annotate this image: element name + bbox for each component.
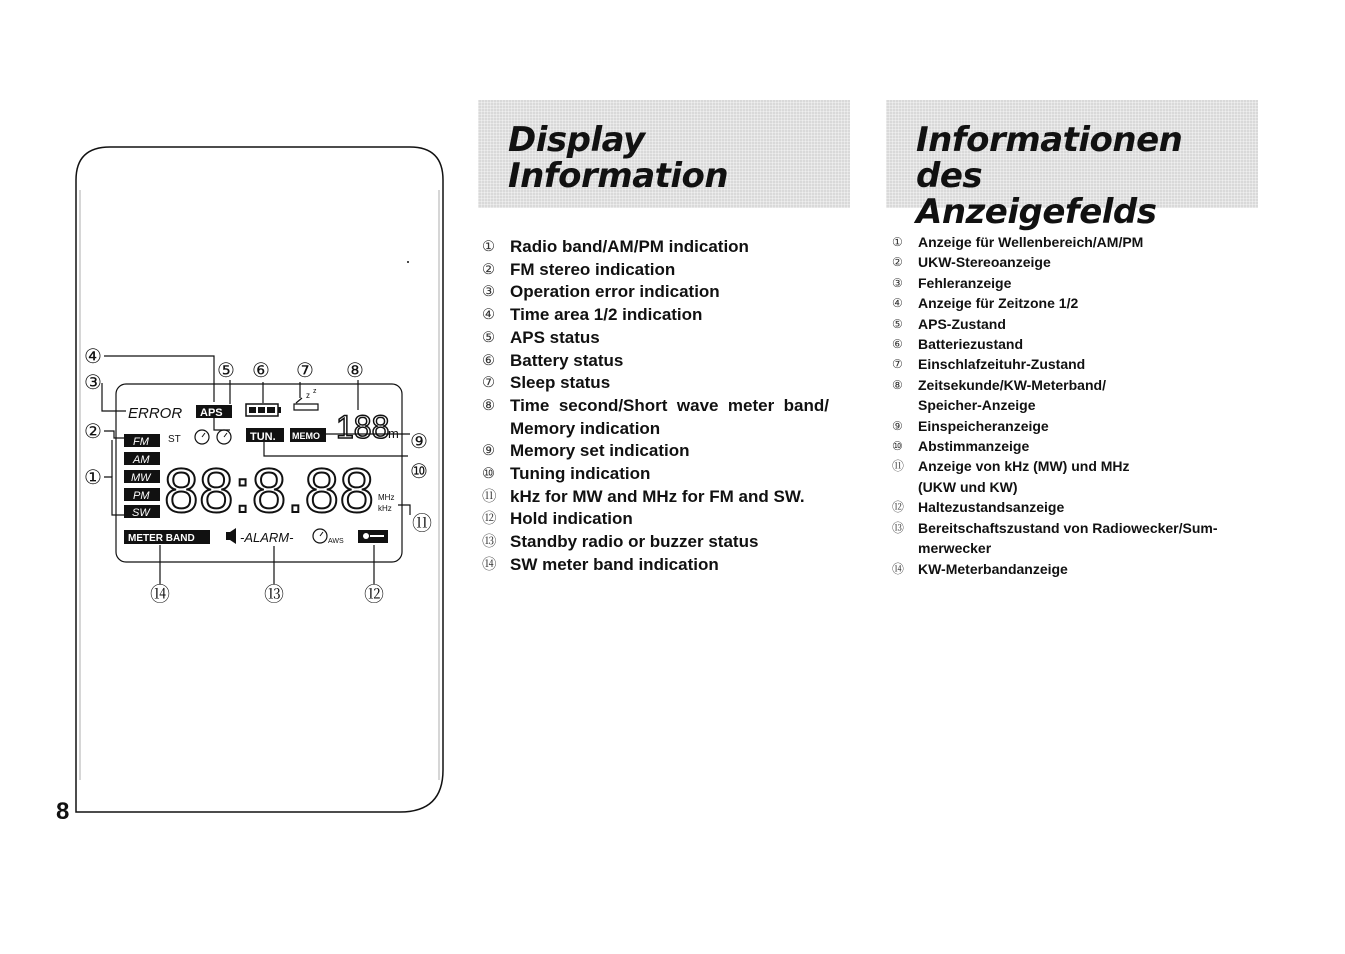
pm-indicator: PM [133, 490, 150, 502]
time-zone-1-icon [195, 430, 209, 444]
list-item [890, 518, 1270, 559]
item-number: ⑨ [892, 418, 903, 433]
item-text: UKW-Stereoanzeige [918, 254, 1051, 271]
item-number: ⑩ [482, 466, 495, 483]
svg-text:z: z [306, 391, 310, 400]
item-number: ⑪ [482, 488, 497, 505]
item-number: ⑫ [892, 500, 904, 515]
item-number: ④ [482, 307, 495, 324]
german-title [916, 122, 1258, 230]
memory-digits: 188 [336, 409, 390, 445]
german-title-band [886, 100, 1258, 232]
item-number: ⑨ [482, 443, 495, 460]
list-item [890, 456, 1270, 497]
list-item [890, 273, 1270, 293]
item-text: Tuning indication [510, 464, 651, 484]
khz-label: kHz [378, 504, 392, 513]
item-number: ① [892, 235, 903, 249]
list-item [480, 259, 860, 282]
item-number: ⑬ [482, 534, 497, 551]
german-title-line2: Anzeigefelds [916, 192, 1157, 232]
item-text: SW meter band indication [510, 554, 719, 574]
callout-11: ⑪ [412, 513, 432, 535]
list-item [480, 304, 860, 327]
error-indicator: ERROR [128, 405, 183, 422]
fm-indicator: FM [133, 436, 149, 448]
callout-7: ⑦ [296, 360, 314, 382]
sleep-icon [294, 388, 318, 410]
item-text: Fehleranzeige [918, 274, 1012, 291]
callout-4: ④ [84, 346, 102, 368]
item-text: Bereitschaftszustand von Radiowecker/Sum- merwecker [918, 519, 1218, 557]
list-item [890, 293, 1270, 313]
list-item [890, 334, 1270, 354]
english-title-line1: Display [508, 120, 645, 160]
item-text: FM stereo indication [510, 259, 676, 279]
list-item [480, 327, 860, 350]
list-item [480, 281, 860, 304]
aws-label: AWS [328, 538, 344, 545]
list-item [890, 416, 1270, 436]
callout-12: ⑫ [364, 584, 384, 606]
english-title-line2: Information [508, 156, 729, 196]
callout-13: ⑬ [264, 584, 284, 606]
item-text: Einspeicheranzeige [918, 417, 1049, 434]
item-text: Time second/Short wave meter band/ Memory indication [510, 395, 829, 438]
list-item [480, 350, 860, 373]
item-text: Memory set indication [510, 441, 690, 461]
item-text: Operation error indication [510, 282, 720, 302]
item-number: ⑩ [892, 439, 903, 454]
list-item [480, 531, 860, 554]
item-number: ⑥ [892, 337, 903, 352]
meter-band-indicator: METER BAND [128, 533, 195, 544]
list-item [890, 375, 1270, 416]
list-item [890, 232, 1270, 252]
list-item [480, 395, 860, 440]
tuning-indicator: TUN. [250, 431, 276, 443]
list-item [890, 354, 1270, 374]
item-text: Anzeige für Zeitzone 1/2 [918, 295, 1079, 312]
list-item [890, 252, 1270, 272]
item-text: Einschlafzeituhr-Zustand [918, 356, 1086, 373]
item-number: ⑫ [482, 511, 497, 528]
meter-unit-label: m [388, 426, 399, 441]
aps-badge: APS [200, 407, 223, 419]
item-text: kHz for MW and MHz for FM and SW. [510, 486, 805, 506]
callout-10: ⑩ [410, 461, 428, 483]
item-number: ③ [482, 284, 495, 301]
item-text: Haltezustandsanzeige [918, 499, 1065, 516]
item-number: ⑤ [482, 329, 495, 346]
memo-indicator: MEMO [292, 431, 320, 441]
item-number: ⑥ [482, 352, 495, 369]
item-text: APS status [510, 327, 600, 347]
item-text: Sleep status [510, 373, 611, 393]
callout-3: ③ [84, 372, 102, 394]
item-number: ⑬ [892, 520, 904, 535]
callout-6: ⑥ [252, 360, 270, 382]
stereo-indicator: ST [168, 434, 181, 445]
item-number: ⑤ [892, 316, 903, 331]
callout-1: ① [84, 467, 102, 489]
item-text: KW-Meterbandanzeige [918, 560, 1068, 577]
callout-2: ② [84, 421, 102, 443]
item-text: Time area 1/2 indication [510, 305, 703, 325]
list-item [480, 463, 860, 486]
mw-indicator: MW [131, 472, 151, 484]
list-item [890, 314, 1270, 334]
list-item [890, 436, 1270, 456]
german-list [890, 232, 1270, 579]
page-number: 8 [56, 798, 70, 825]
alarm-indicator: -ALARM- [240, 530, 294, 545]
item-number: ④ [892, 296, 903, 311]
german-title-line1: Informationen des [916, 120, 1183, 196]
time-zone-2-icon [217, 430, 231, 444]
list-item [890, 559, 1270, 579]
item-text: Battery status [510, 350, 624, 370]
list-item [890, 497, 1270, 517]
list-item [480, 236, 860, 259]
svg-text:z: z [313, 388, 317, 395]
item-text: Abstimmanzeige [918, 438, 1030, 455]
item-number: ⑭ [892, 561, 904, 576]
item-text: Radio band/AM/PM indication [510, 237, 749, 256]
item-number: ⑧ [482, 397, 495, 414]
battery-icon [246, 404, 281, 416]
item-number: ③ [892, 275, 903, 290]
list-item [480, 508, 860, 531]
mark-dot [407, 261, 409, 263]
main-digits: 88:8.88 [164, 457, 374, 526]
english-title-band [478, 100, 850, 208]
item-number: ① [482, 239, 495, 255]
list-item [480, 372, 860, 395]
list-item [480, 440, 860, 463]
item-text: Batteriezustand [918, 336, 1024, 353]
item-number: ⑪ [892, 459, 904, 474]
mhz-label: MHz [378, 493, 395, 502]
speaker-icon [226, 528, 236, 544]
am-indicator: AM [133, 454, 150, 466]
device-illustration [0, 0, 470, 830]
english-title [508, 122, 728, 194]
callout-14: ⑭ [150, 584, 170, 606]
english-list [480, 236, 860, 577]
item-text: Anzeige für Wellenbereich/AM/PM [918, 234, 1144, 250]
item-number: ⑧ [892, 377, 903, 392]
item-text: APS-Zustand [918, 315, 1006, 332]
callout-8: ⑧ [346, 360, 364, 382]
callout-5: ⑤ [217, 360, 235, 382]
item-number: ② [482, 261, 495, 278]
item-text: Standby radio or buzzer status [510, 532, 759, 552]
list-item [480, 554, 860, 577]
alarm-clock-icon [313, 529, 327, 543]
item-text: Hold indication [510, 509, 633, 529]
item-number: ⑦ [892, 357, 903, 372]
key-icon [358, 530, 388, 543]
callout-9: ⑨ [410, 431, 428, 453]
item-number: ⑦ [482, 375, 495, 392]
item-number: ⑭ [482, 556, 497, 573]
item-text: Zeitsekunde/KW-Meterband/ Speicher-Anzeige [918, 376, 1106, 414]
list-item [480, 486, 860, 509]
item-number: ② [892, 255, 903, 270]
sw-indicator: SW [132, 507, 150, 519]
item-text: Anzeige von kHz (MW) und MHz (UKW und KW) [918, 458, 1130, 495]
